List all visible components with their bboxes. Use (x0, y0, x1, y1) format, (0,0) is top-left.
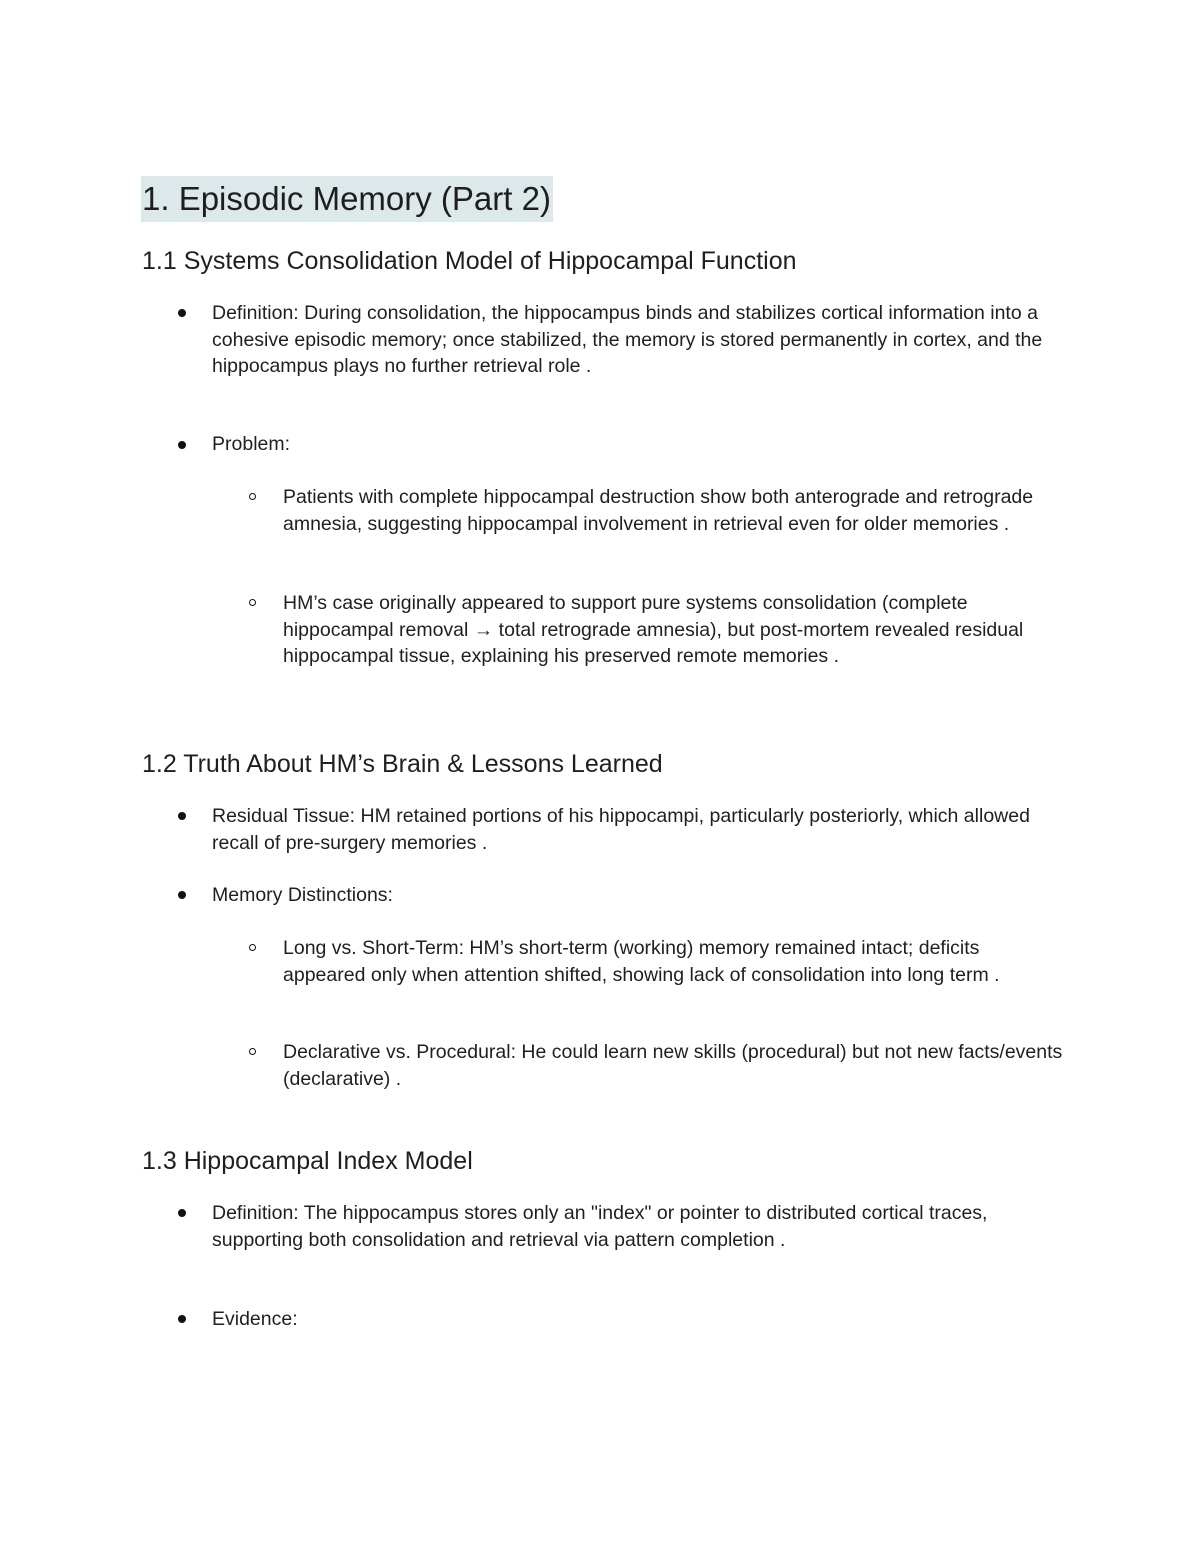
bullet-icon (178, 891, 186, 899)
section-heading-1-1: 1.1 Systems Consolidation Model of Hippocampal Function (142, 247, 797, 275)
bullet-icon (178, 812, 186, 820)
list-item: Residual Tissue: HM retained portions of his hippocampi, particularly posteriorly, which allowed recall of pre-surgery memories . (212, 805, 1030, 854)
sub-list-item: Patients with complete hippocampal destruction show both anterograde and retrograde amnesia, suggesting hippocampal involvement in retrieval even for older memories . (283, 486, 1034, 535)
bullet-icon (178, 1209, 186, 1217)
bullet-icon (178, 309, 186, 317)
bullet-icon (178, 1315, 186, 1323)
section-heading-1-2: 1.2 Truth About HM’s Brain & Lessons Learned (142, 750, 663, 778)
document-title: 1. Episodic Memory (Part 2) (141, 176, 553, 222)
list-item: Problem: (212, 433, 291, 455)
sub-bullet-icon (249, 944, 256, 951)
sub-bullet-icon (249, 1048, 256, 1055)
sub-bullet-icon (249, 599, 256, 606)
list-item: Definition: During consolidation, the hippocampus binds and stabilizes cortical information into a cohesive episodic memory; once stabilized, the memory is stored permanently in cortex, and the hippocampus plays no further retrieval role . (212, 302, 1043, 377)
sub-list-item: HM’s case originally appeared to support pure systems consolidation (complete hippocampal removal → total retrograde amnesia), but post-mortem revealed residual hippocampal tissue, explaining his preserved remote memories . (283, 592, 1024, 667)
sub-list-item: Declarative vs. Procedural: He could learn new skills (procedural) but not new facts/events (declarative) . (283, 1041, 1063, 1090)
sub-bullet-icon (249, 493, 256, 500)
list-item: Evidence: (212, 1308, 298, 1330)
list-item: Memory Distinctions: (212, 884, 393, 906)
bullet-icon (178, 441, 186, 449)
sub-list-item: Long vs. Short-Term: HM’s short-term (working) memory remained intact; deficits appeared only when attention shifted, showing lack of consolidation into long term . (283, 937, 1000, 986)
section-heading-1-3: 1.3 Hippocampal Index Model (142, 1147, 473, 1175)
list-item: Definition: The hippocampus stores only an "index" or pointer to distributed cortical traces, supporting both consolidation and retrieval via pattern completion . (212, 1202, 988, 1251)
